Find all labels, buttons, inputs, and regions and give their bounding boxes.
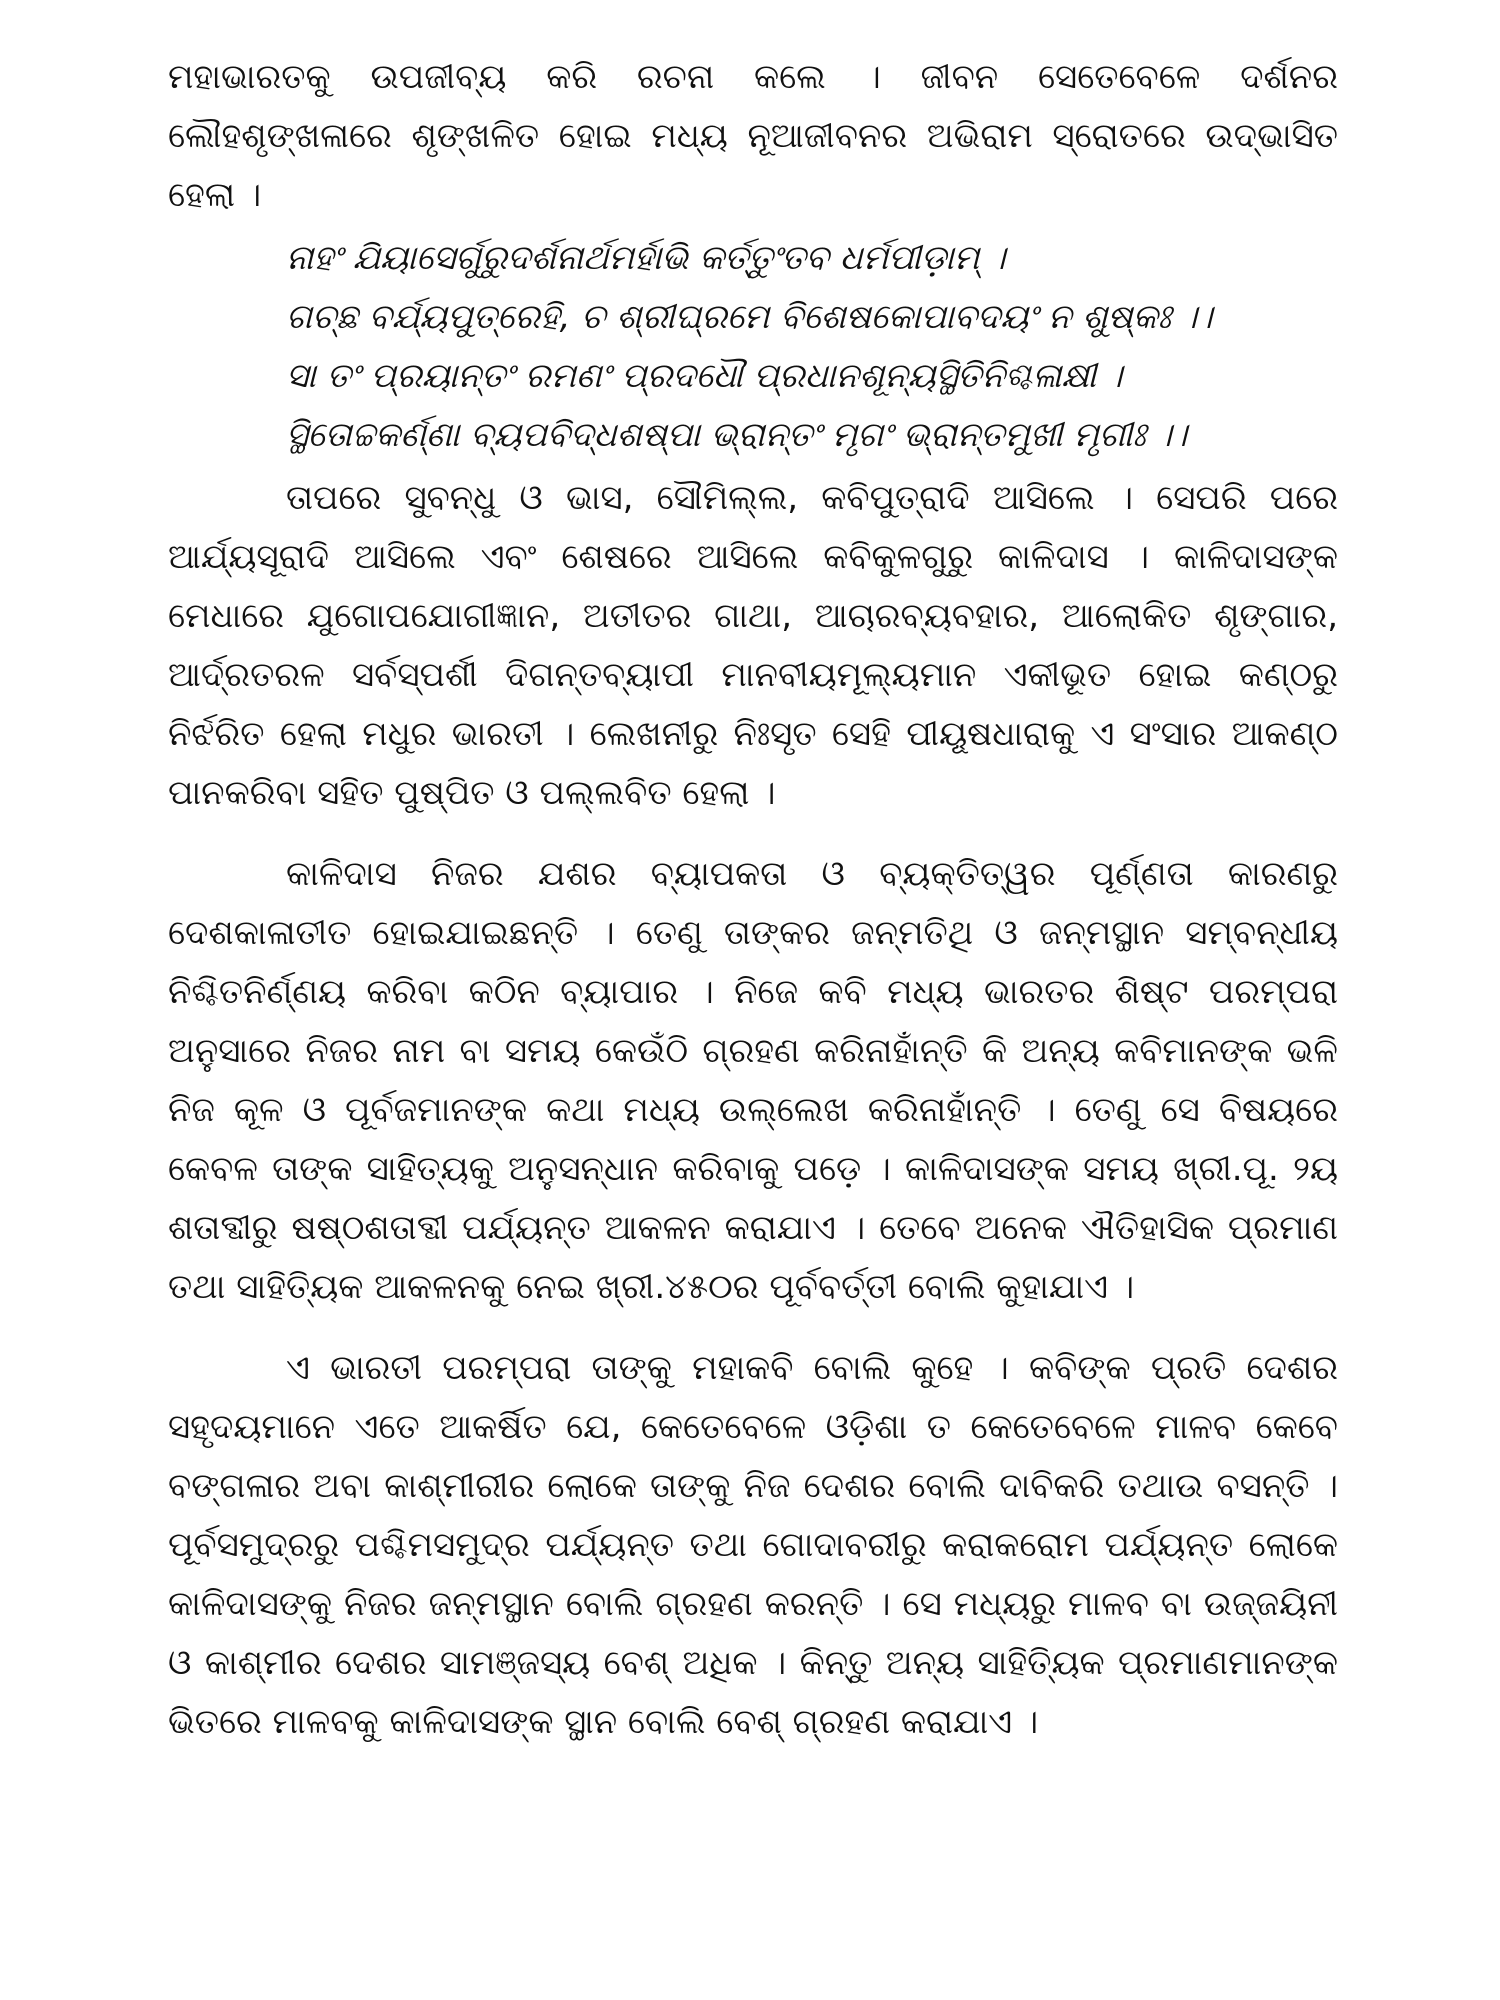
paragraph-1: ମହାଭାରତକୁ ଉପଜୀବ୍ୟ କରି ରଚନା କଲେ । ଜୀବନ ସେତେବେଳେ ଦର୍ଶନର ଲୌହଶୃଙ୍ଖଳାରେ ଶୃଙ୍ଖଳିତ ହୋଇ ମଧ୍ୟ ନୂଆଜୀବନର ଅଭିରାମ ସ୍ରୋତରେ ଉଦ୍ଭାସିତ ହେଲା । — [168, 57, 1338, 215]
paragraph-2: ତାପରେ ସୁବନ୍ଧୁ ଓ ଭାସ, ସୌମିଲ୍ଲ, କବିପୁତ୍ରାଦି ଆସିଲେ । ସେପରି ପରେ ଆର୍ଯ୍ୟସୂରାଦି ଆସିଲେ ଏବଂ ଶେଷରେ ଆସିଲେ କବିକୁଳଗୁରୁ କାଳିଦାସ । କାଳିଦାସଙ୍କ ମେଧାରେ ଯୁଗୋପଯୋଗୀଜ୍ଞାନ, ଅତୀତର ଗାଥା, ଆଚାରବ୍ୟବହାର, ଆଲୋକିତ ଶୃଙ୍ଗାର, ଆର୍ଦ୍ରତରଳ ସର୍ବସ୍ପର୍ଶୀ ଦିଗନ୍ତବ୍ୟାପୀ ମାନବୀୟମୂଲ୍ୟମାନ ଏକୀଭୂତ ହୋଇ କଣ୍ଠରୁ ନିର୍ଝରିତ ହେଲା ମଧୁର ଭାରତୀ । ଲେଖନୀରୁ ନିଃସୃତ ସେହି ପୀୟୂଷଧାରାକୁ ଏ ସଂସାର ଆକଣ୍ଠ ପାନକରିବା ସହିତ ପୁଷ୍ପିତ ଓ ପଲ୍ଲବିତ ହେଲା । — [168, 478, 1338, 813]
sanskrit-verse — [168, 229, 1338, 465]
text-body — [168, 48, 1338, 1752]
verse-line-2: ଗଚ୍ଛ ବର୍ଯ୍ୟପୁତ୍ରେହି, ଚ ଶ୍ରୀଘ୍ରମେ ବିଶେଷକୋପାବଦୟଂ ନ ଶୁଷ୍କଃ ।। — [286, 297, 1213, 337]
paragraph-4: ଏ ଭାରତୀ ପରମ୍ପରା ତାଙ୍କୁ ମହାକବି ବୋଲି କୁହେ । କବିଙ୍କ ପ୍ରତି ଦେଶର ସହୃଦୟମାନେ ଏତେ ଆକର୍ଷିତ ଯେ, କେତେବେଳେ ଓଡ଼ିଶା ତ କେତେବେଳେ ମାଳବ କେବେ ବଙ୍ଗଳାର ଅବା କାଶ୍ମୀରୀର ଲୋକେ ତାଙ୍କୁ ନିଜ ଦେଶର ବୋଲି ଦାବିକରି ତଥାଉ ବସନ୍ତି । ପୂର୍ବସମୁଦ୍ରରୁ ପଶ୍ଚିମସମୁଦ୍ର ପର୍ଯ୍ୟନ୍ତ ତଥା ଗୋଦାବରୀରୁ କରାକରୋମ ପର୍ଯ୍ୟନ୍ତ ଲୋକେ କାଳିଦାସଙ୍କୁ ନିଜର ଜନ୍ମସ୍ଥାନ ବୋଲି ଗ୍ରହଣ କରନ୍ତି । ସେ ମଧ୍ୟରୁ ମାଳବ ବା ଉଜ୍ଜୟିନୀ ଓ କାଶ୍ମୀର ଦେଶର ସାମଞ୍ଜସ୍ୟ ବେଶ୍ ଅଧିକ । କିନ୍ତୁ ଅନ୍ୟ ସାହିତ୍ୟିକ ପ୍ରମାଣମାନଙ୍କ ଭିତରେ ମାଳବକୁ କାଳିଦାସଙ୍କ ସ୍ଥାନ ବୋଲି ବେଶ୍ ଗ୍ରହଣ କରାଯାଏ । — [168, 1348, 1338, 1742]
paragraph-3: କାଳିଦାସ ନିଜର ଯଶର ବ୍ୟାପକତା ଓ ବ୍ୟକ୍ତିତ୍ୱର ପୂର୍ଣ୍ଣତା କାରଣରୁ ଦେଶକାଳାତୀତ ହୋଇଯାଇଛନ୍ତି । ତେଣୁ ତାଙ୍କର ଜନ୍ମତିଥି ଓ ଜନ୍ମସ୍ଥାନ ସମ୍ବନ୍ଧୀୟ ନିଶ୍ଚିତନିର୍ଣ୍ଣୟ କରିବା କଠିନ ବ୍ୟାପାର । ନିଜେ କବି ମଧ୍ୟ ଭାରତର ଶିଷ୍ଟ ପରମ୍ପରା ଅନୁସାରେ ନିଜର ନାମ ବା ସମୟ କେଉଁଠି ଗ୍ରହଣ କରିନାହାଁନ୍ତି କି ଅନ୍ୟ କବିମାନଙ୍କ ଭଳି ନିଜ କୂଳ ଓ ପୂର୍ବଜମାନଙ୍କ କଥା ମଧ୍ୟ ଉଲ୍ଲେଖ କରିନାହାଁନ୍ତି । ତେଣୁ ସେ ବିଷୟରେ କେବଳ ତାଙ୍କ ସାହିତ୍ୟକୁ ଅନୁସନ୍ଧାନ କରିବାକୁ ପଡ଼େ । କାଳିଦାସଙ୍କ ସମୟ ଖ୍ରୀ.ପୂ. ୨ୟ ଶତାବ୍ଦୀରୁ ଷଷ୍ଠଶତାବ୍ଦୀ ପର୍ଯ୍ୟନ୍ତ ଆକଳନ କରାଯାଏ । ତେବେ ଅନେକ ଐତିହାସିକ ପ୍ରମାଣ ତଥା ସାହିତ୍ୟିକ ଆକଳନକୁ ନେଇ ଖ୍ରୀ.୪୫୦ର ପୂର୍ବବର୍ତ୍ତୀ ବୋଲି କୁହାଯାଏ । — [168, 854, 1338, 1307]
verse-line-3: ସା ତଂ ପ୍ରୟାନ୍ତଂ ରମଣଂ ପ୍ରଦଧୌ ପ୍ରଧାନଶୂନ୍ୟସ୍ଥିତିନିଶ୍ଚଳାକ୍ଷୀ । — [286, 356, 1123, 396]
verse-line-1: ନାହଂ ଯିୟାସେର୍ଗୁରୁଦର୍ଶନାର୍ଥମର୍ହାଭି କର୍ତ୍ତୁଂତବ ଧର୍ମପୀଡ଼ାମ୍ । — [286, 238, 1006, 278]
verse-line-4: ସ୍ଥିତୋଚ୍ଚକର୍ଣ୍ଣା ବ୍ୟପବିଦ୍ଧଶଷ୍ପା ଭ୍ରାନ୍ତଂ ମୃଗଂ ଭ୍ରାନ୍ତମୁଖୀ ମୃଗୀଃ ।। — [286, 415, 1188, 455]
